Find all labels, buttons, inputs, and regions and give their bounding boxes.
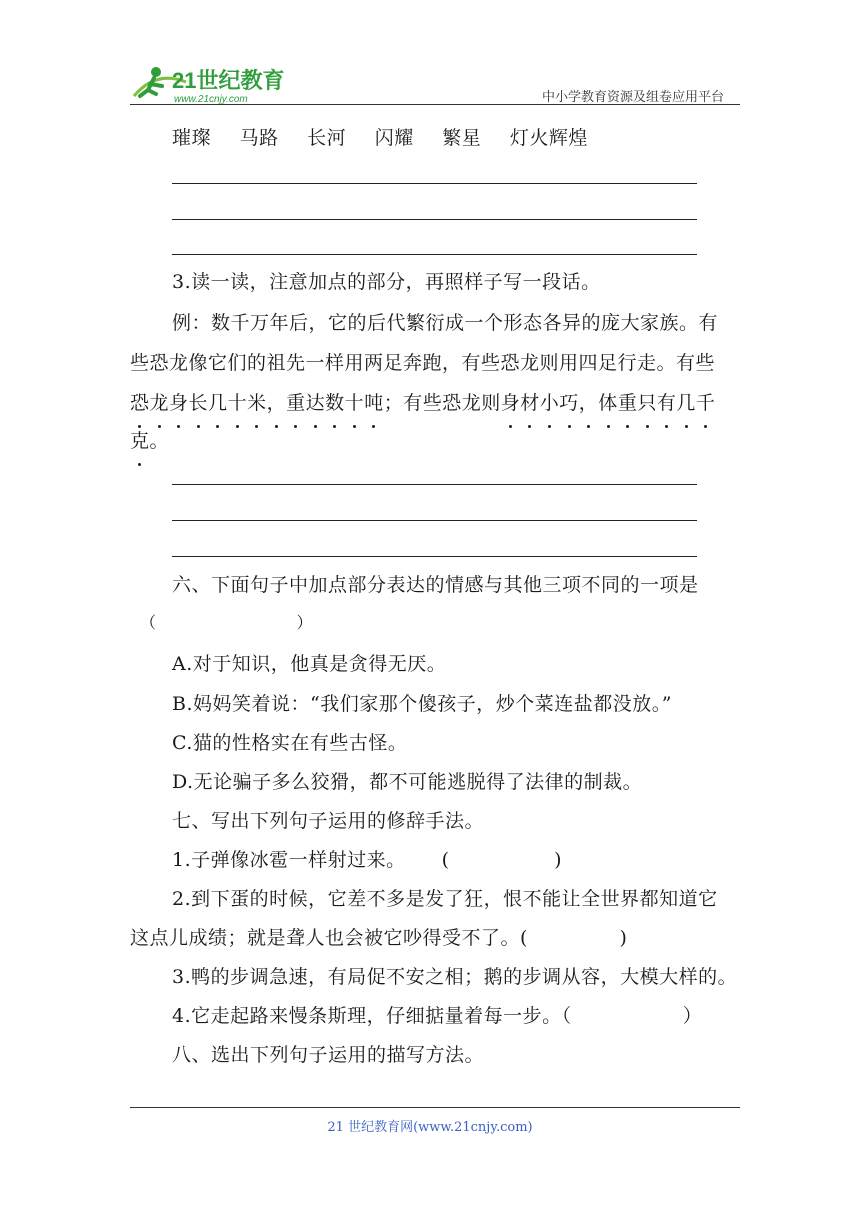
word-item: 璀璨 — [172, 127, 212, 149]
emphasis-char: 十 — [228, 384, 248, 422]
emphasis-char: 重 — [286, 384, 306, 422]
answer-line[interactable] — [172, 219, 697, 220]
emphasis-char: ， — [579, 384, 599, 422]
q3-period: 。 — [149, 430, 170, 452]
emphasis-char: 只 — [637, 384, 657, 422]
q3-example-line1: 例：数千万年后，它的后代繁衍成一个形态各异的庞大家族。有 — [172, 312, 719, 334]
q7-item3: 3.鸭的步调急速，有局促不安之相；鹅的步调从容，大模大样的。 — [172, 966, 738, 988]
q6-option-a: A.对于知识，他真是贪得无厌。 — [172, 653, 447, 675]
answer-line[interactable] — [172, 556, 697, 557]
word-item: 长河 — [307, 127, 347, 149]
emphasis-char: 恐 — [130, 384, 150, 422]
q7-item2-line1: 2.到下蛋的时候，它差不多是发了狂，恨不能让全世界都知道它 — [172, 888, 718, 910]
dotted-phrase-3 — [130, 430, 150, 452]
q3-example-line2: 些恐龙像它们的祖先一样用两足奔跑，有些恐龙则用四足行走。有些 — [130, 352, 716, 374]
emphasis-char: 数 — [325, 384, 345, 422]
q7-item1-answer[interactable]: ( ) — [441, 849, 563, 871]
emphasis-char: 十 — [345, 384, 365, 422]
platform-label: 中小学教育资源及组卷应用平台 — [541, 90, 724, 105]
q7-title: 七、写出下列句子运用的修辞手法。 — [172, 810, 485, 832]
emphasis-char: 龙 — [150, 384, 170, 422]
emphasis-char: 达 — [306, 384, 326, 422]
word-item: 灯火辉煌 — [509, 127, 588, 149]
paren-close: ） — [296, 613, 314, 632]
word-item: 繁星 — [442, 127, 482, 149]
q6-answer-paren[interactable] — [140, 604, 745, 642]
emphasis-char: 身 — [169, 384, 189, 422]
q3-connector: ；有些恐龙则 — [383, 392, 501, 414]
dotted-phrase-1 — [130, 392, 384, 414]
q6-option-c: C.猫的性格实在有些古怪。 — [172, 732, 408, 754]
answer-line[interactable] — [172, 484, 697, 485]
emphasis-char: 几 — [208, 384, 228, 422]
answer-line[interactable] — [172, 520, 697, 521]
word-item: 闪耀 — [374, 127, 414, 149]
footer-link[interactable]: 21 世纪教育网(www.21cnjy.com) — [327, 1120, 533, 1135]
q3-example-line4 — [130, 422, 735, 460]
q6-title: 六、下面句子中加点部分表达的情感与其他三项不同的一项是 — [172, 574, 699, 596]
site-logo — [126, 60, 296, 106]
emphasis-char: 米 — [247, 384, 267, 422]
answer-line[interactable] — [172, 254, 697, 255]
q7-item1 — [130, 841, 777, 879]
emphasis-char: 小 — [540, 384, 560, 422]
emphasis-char: 重 — [618, 384, 638, 422]
emphasis-char: 吨 — [364, 384, 384, 422]
emphasis-char: ， — [267, 384, 287, 422]
emphasis-char: 克 — [130, 422, 150, 460]
emphasis-char: 身 — [501, 384, 521, 422]
footer-divider — [130, 1107, 740, 1108]
emphasis-char: 千 — [696, 384, 716, 422]
emphasis-char: 体 — [598, 384, 618, 422]
logo-url: www.21cnjy.com — [174, 94, 248, 105]
header-divider — [130, 104, 740, 105]
word-item: 马路 — [239, 127, 279, 149]
dotted-phrase-2 — [501, 392, 716, 414]
q7-item1-text: 1.子弹像冰雹一样射过来。 — [172, 849, 406, 871]
q6-option-b: B.妈妈笑着说：“我们家那个傻孩子，炒个菜连盐都没放。” — [172, 693, 672, 715]
word-list — [130, 119, 777, 157]
logo-title: 21世纪教育 — [172, 68, 285, 93]
q8-title: 八、选出下列句子运用的描写方法。 — [172, 1044, 485, 1066]
paren-open: （ — [140, 613, 157, 632]
emphasis-char: 有 — [657, 384, 677, 422]
emphasis-char: 材 — [520, 384, 540, 422]
answer-line[interactable] — [172, 183, 697, 184]
q3-example-line3 — [130, 384, 735, 422]
q7-item2-line2: 这点儿成绩；就是聋人也会被它吵得受不了。( ) — [130, 927, 628, 949]
emphasis-char: 几 — [676, 384, 696, 422]
q3-title: 3.读一读，注意加点的部分，再照样子写一段话。 — [172, 271, 601, 293]
q7-item4: 4.它走起路来慢条斯理，仔细掂量着每一步。（ ） — [172, 1005, 703, 1027]
q6-option-d: D.无论骗子多么狡猾，都不可能逃脱得了法律的制裁。 — [172, 771, 643, 793]
emphasis-char: 长 — [189, 384, 209, 422]
emphasis-char: 巧 — [559, 384, 579, 422]
